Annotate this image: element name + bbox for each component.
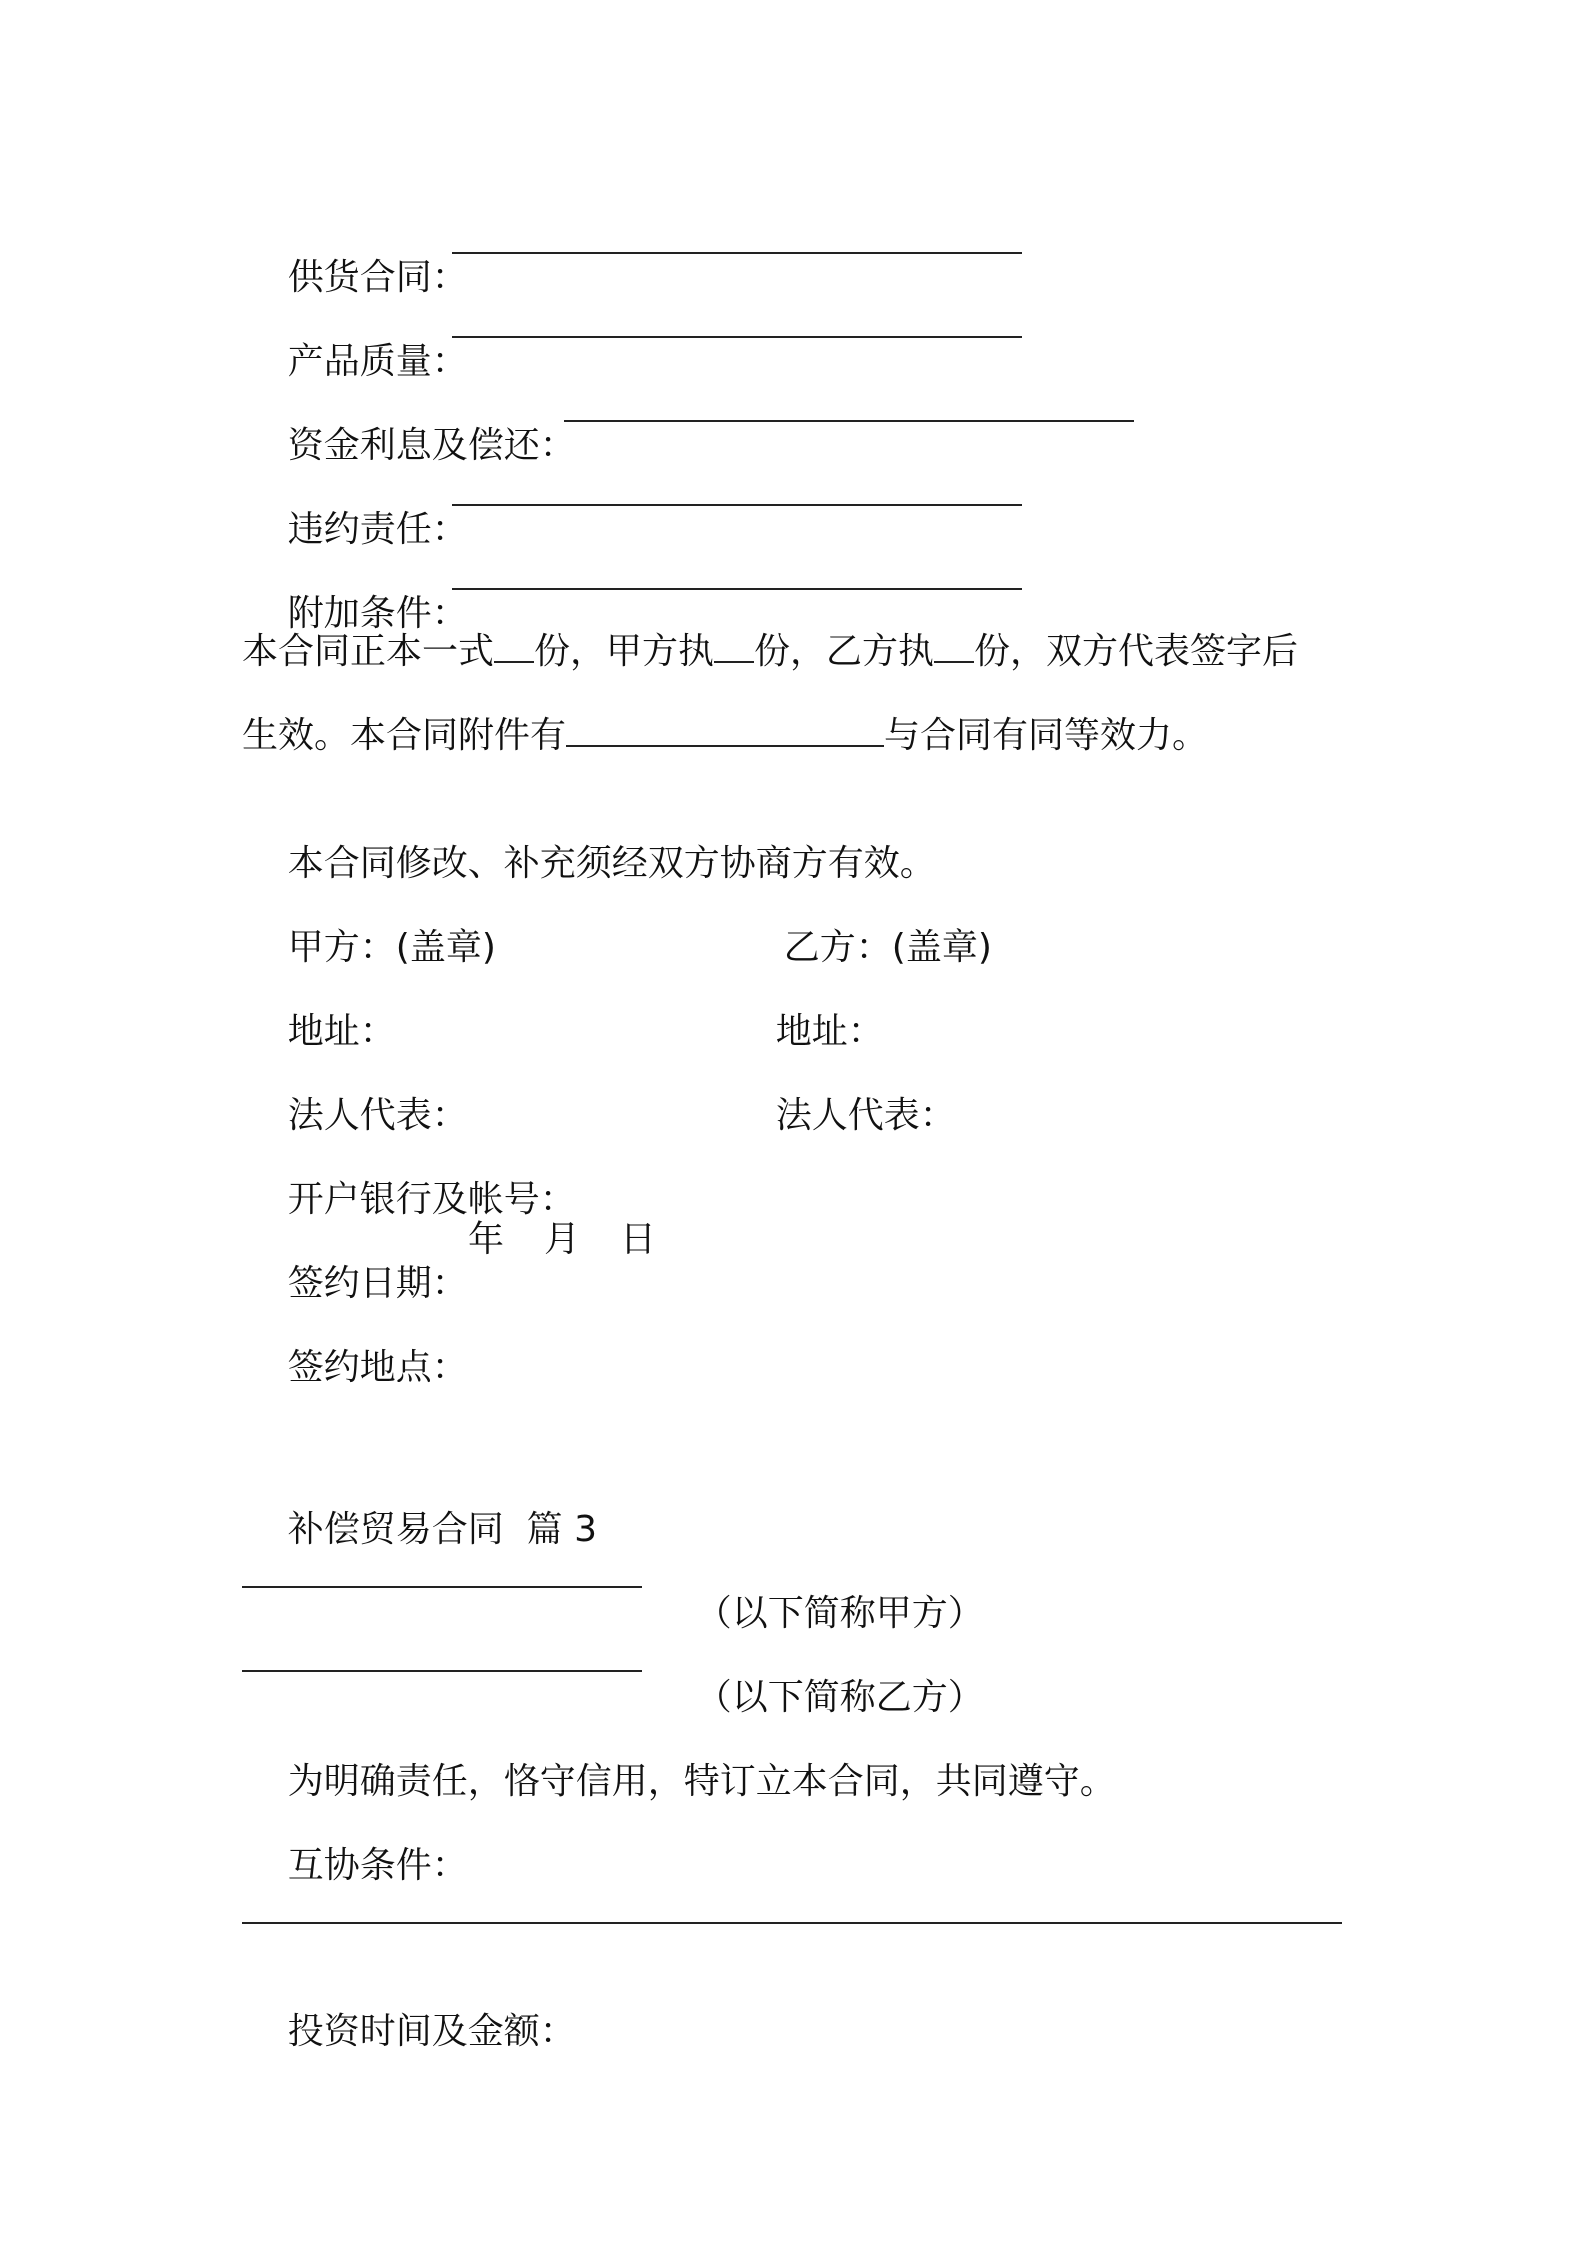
party-b-seal: 乙方：(盖章): [783, 927, 992, 968]
blank-party-a[interactable]: [242, 1586, 642, 1588]
amendment-text: 本合同修改、补充须经双方协商方有效。: [287, 843, 936, 884]
place-label: 签约地点：: [287, 1347, 468, 1388]
date-label: 签约日期：: [287, 1263, 468, 1304]
legal-rep-label: 法人代表：: [287, 1095, 468, 1136]
field-label: 违约责任：: [287, 509, 468, 550]
month-label: 月: [544, 1219, 581, 1260]
legal-rep-b: [730, 1050, 956, 1136]
field-label: 产品质量：: [287, 341, 468, 382]
legal-rep-a: [242, 1050, 468, 1136]
investment-label: 投资时间及金额：: [287, 2011, 576, 2052]
field-additional-terms: [242, 548, 468, 634]
field-product-quality: [242, 296, 468, 382]
blank-line[interactable]: [452, 252, 1022, 254]
field-breach-liability: [242, 464, 468, 550]
date-year: [468, 1218, 504, 1262]
party-b-line: [650, 1632, 984, 1718]
seal-row-b: [738, 882, 992, 968]
copies-text: 生效。本合同附件有: [242, 715, 567, 756]
section-title-text: 补偿贸易合同 篇 3: [287, 1509, 598, 1550]
copies-paragraph-line1: [242, 630, 1298, 674]
mutual-terms: [242, 1800, 468, 1886]
address-label: 地址：: [287, 1011, 396, 1052]
year-label: 年: [468, 1219, 505, 1260]
bank-label: 开户银行及帐号：: [287, 1179, 576, 1220]
day-label: 日: [620, 1219, 657, 1260]
copies-text: 份，乙方执: [754, 631, 935, 672]
party-a-seal: 甲方：(盖章): [287, 927, 496, 968]
copies-paragraph-line2: [242, 714, 1208, 758]
bank-account: [242, 1134, 576, 1220]
legal-rep-label: 法人代表：: [775, 1095, 956, 1136]
amendment-clause: [242, 798, 936, 884]
blank-line[interactable]: [452, 504, 1022, 506]
mutual-terms-label: 互协条件：: [287, 1845, 468, 1886]
address-label: 地址：: [775, 1011, 884, 1052]
preamble: [242, 1716, 1116, 1802]
blank-mutual-terms[interactable]: [242, 1922, 1342, 1924]
field-supply-contract: [242, 212, 468, 298]
blank-attachments[interactable]: [566, 715, 884, 747]
blank-line[interactable]: [452, 588, 1022, 590]
blank-copies-a[interactable]: [714, 631, 754, 663]
copies-text: 份，双方代表签字后: [974, 631, 1299, 672]
blank-copies-b[interactable]: [934, 631, 974, 663]
copies-text: 本合同正本一式: [242, 631, 495, 672]
blank-line[interactable]: [452, 336, 1022, 338]
blank-party-b[interactable]: [242, 1670, 642, 1672]
field-label: 资金利息及偿还：: [287, 425, 576, 466]
blank-line[interactable]: [564, 420, 1134, 422]
section-title: [242, 1464, 598, 1550]
date-month: [544, 1218, 580, 1262]
sign-place: [242, 1302, 468, 1388]
blank-copies-total[interactable]: [494, 631, 534, 663]
copies-text: 与合同有同等效力。: [884, 715, 1209, 756]
field-funds-interest: [242, 380, 576, 466]
preamble-text: 为明确责任，恪守信用，特订立本合同，共同遵守。: [287, 1761, 1116, 1802]
party-a-suffix: （以下简称甲方）: [695, 1593, 984, 1634]
field-label: 供货合同：: [287, 257, 468, 298]
date-day: [620, 1218, 656, 1262]
sign-date: [242, 1218, 468, 1304]
address-b: [730, 966, 884, 1052]
address-a: [242, 966, 396, 1052]
party-a-line: [650, 1548, 984, 1634]
party-b-suffix: （以下简称乙方）: [695, 1677, 984, 1718]
seal-row: [242, 882, 496, 968]
investment: [242, 1966, 576, 2052]
copies-text: 份，甲方执: [534, 631, 715, 672]
field-label: 附加条件：: [287, 593, 468, 634]
